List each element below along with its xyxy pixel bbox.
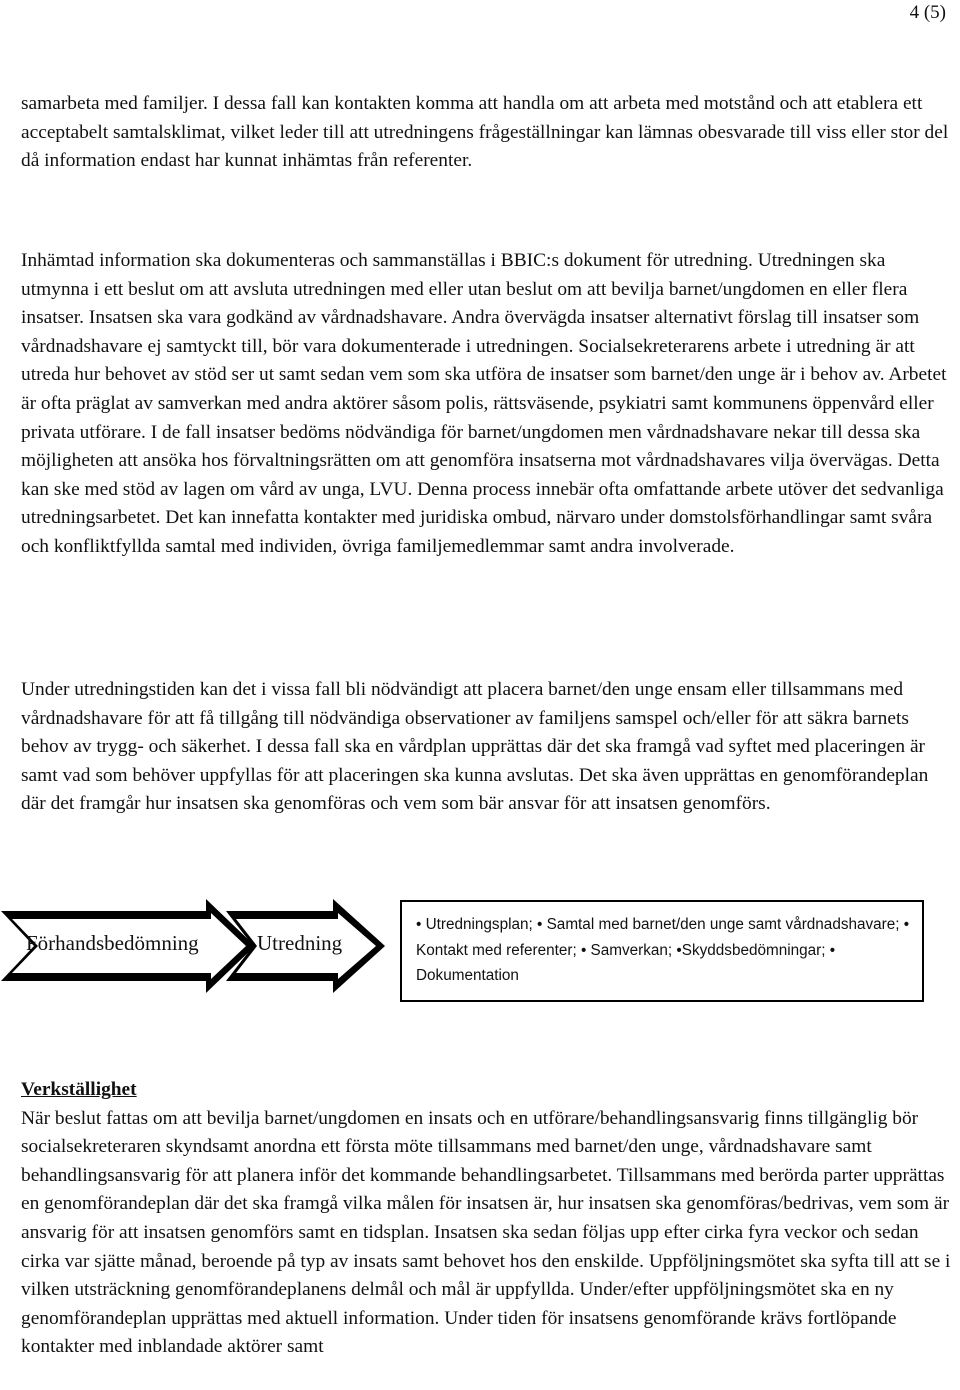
flow-step-utredning: Utredning <box>257 931 343 955</box>
section-heading: Verkställighet <box>21 1079 137 1100</box>
paragraph-intro: samarbeta med familjer. I dessa fall kan kontakten komma att handla om att arbeta med motstånd och att etablera ett acceptabelt samtalsklimat, vilket leder till att utredningens frågeställningar kan lämnas obesvarade till viss eller stor del då information endast har kunnat inhämtas från referenter. <box>21 93 949 172</box>
section-body: När beslut fattas om att bevilja barnet/ungdomen en insats och en utförare/behandlingsansvarig finns tillgänglig bör socialsekreteraren skyndsamt anordna ett första möte tillsammans med barnet/den unge, vårdnadshavare samt behandlingsansvarig för att planera inför det kommande behandlingsarbetet. Tillsammans med berörda parter upprättas en genomförandeplan där det ska framgå vilka målen för insatsen är, hur insatsen ska genomföras/bedrivas, vem som är ansvarig för att insatsen genomförs samt en tidsplan. Insatsen ska sedan följas upp efter cirka fyra veckor och sedan cirka var sjätte månad, beroende på typ av insats samt behovet hos den enskilde. Uppföljningsmötet ska syfta till att se i vilken utsträckning genomförandeplanens delmål och mål är uppfyllda. Under/efter uppföljningsmötet ska en ny genomförandeplan upprättas med aktuell information. Under tiden för insatsens genomförande krävs fortlöpande kontakter med inblandade aktörer samt <box>21 1107 951 1358</box>
paragraph-documentation: Inhämtad information ska dokumenteras och sammanställas i BBIC:s dokument för utredning. Utredningen ska utmynna i ett beslut om att avsluta utredningen med eller utan beslut om att bevilja barnet/ungdomen en eller flera insatser. Insatsen ska vara godkänd av vårdnadshavare. Andra övervägda insatser alternativt förslag till insatser som vårdnadshavare ej samtyckt till, bör vara dokumenterade i utredningen. Socialsekreterarens arbete i utredning är att utreda hur behovet av stöd ser ut samt sedan vem som ska utföra de insatser som barnet/den unge är i behov av. Arbetet är ofta präglat av samverkan med andra aktörer såsom polis, rättsväsende, psykiatri samt kommunens öppenvård eller privata utförare. I de fall insatser bedöms nödvändiga för barnet/ungdomen men vårdnadshavare nekar till dessa ska möjligheten att ansöka hos förvaltningsrätten om att genomföra insatserna mot vårdnadshavares vilja övervägas. Detta kan ske med stöd av lagen om vård av unga, LVU. Denna process innebär ofta omfattande arbete utöver det sedvanliga utredningsarbetet. Det kan innefatta kontakter med juridiska ombud, närvaro under domstolsförhandlingar samt svåra och konfliktfyllda samtal med individen, övriga familjemedlemmar samt andra involverade. <box>21 250 947 557</box>
flow-step-forhandsbedomning: Förhandsbedömning <box>26 931 199 955</box>
page-number: 4 (5) <box>909 2 946 23</box>
utredning-content-box: • Utredningsplan; • Samtal med barnet/den unge samt vårdnadshavare; • Kontakt med referenter; • Samverkan; •Skyddsbedömningar; • Dokumentation <box>400 900 924 1002</box>
paragraph-placement: Under utredningstiden kan det i vissa fall bli nödvändigt att placera barnet/den unge ensam eller tillsammans med vårdnadshavare för att få tillgång till nödvändiga observationer av familjens samspel och/eller för att säkra barnets behov av trygg- och säkerhet. I dessa fall ska en vårdplan upprättas där det ska framgå vad syftet med placeringen är samt vad som behöver uppfyllas för att placeringen ska kunna avslutas. Det ska även upprättas en genomförandeplan där det framgår hur insatsen ska genomföras och vem som bär ansvar för att insatsen genomförs. <box>21 679 929 815</box>
section-verkstallighet <box>21 1076 951 1362</box>
